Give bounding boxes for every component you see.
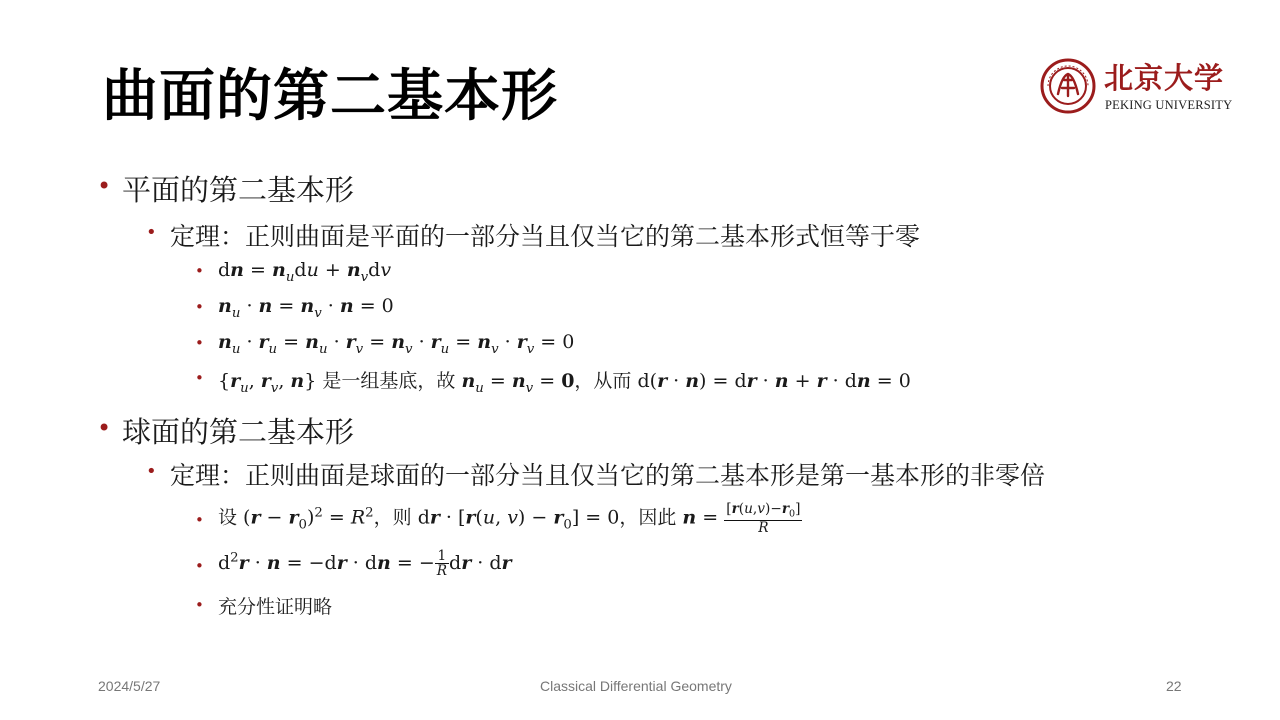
basis-text: 是一组基底，故	[322, 370, 456, 392]
footer-date: 2024/5/27	[98, 678, 161, 694]
bullet-icon: •	[146, 222, 157, 243]
then-text: ，则	[373, 506, 412, 529]
bullet-icon: •	[195, 511, 204, 529]
sufficiency-note: 充分性证明略	[218, 596, 333, 618]
formula-nu-ru: $n_u \cdot r_u = n_u \cdot r_v = n_v \cdot r_u = n_v \cdot r_v = 0$	[218, 331, 575, 357]
slide-title: 曲面的第二基本形	[102, 63, 558, 129]
bullet-icon: •	[195, 369, 204, 387]
formula-nu-n: $n_u \cdot n = n_v \cdot n = 0$	[218, 295, 394, 321]
bullet-icon: •	[195, 262, 204, 280]
theorem-sphere: 定理：正则曲面是球面的一部分当且仅当它的第二基本形是第一基本形的非零倍	[170, 461, 1046, 490]
bullet-icon: •	[97, 172, 112, 200]
therefore-text: ，因此	[619, 506, 677, 529]
formula-basis: {$r_u$, $r_v$, n} 是一组基底，故 $n_u = n_v = 0$，从而 d(r · n) = dr · n + r · dn = 0	[218, 370, 911, 396]
formula-d2r: $d^2r \cdot n = -dr$ · dn = − $\frac{1}{R}$ dr · dr	[218, 548, 512, 580]
formula-sphere-normal: 设 $(r - r_0)^2 = R^2$，则 dr · [r(u, $v) - r_0] = 0$，因此 n = $\frac{[r(u,v)-r_0]}{R}$	[218, 501, 801, 536]
section-heading-sphere: 球面的第二基本形	[122, 415, 355, 449]
formula-dn: dn = $n_udu + n_vdv$	[218, 259, 392, 285]
bullet-icon: •	[195, 334, 204, 352]
fraction: $\frac{[r(u,v)-r_0]}{R}$	[726, 501, 801, 536]
bullet-icon: •	[97, 414, 112, 442]
bullet-icon: •	[195, 557, 204, 575]
bullet-icon: •	[146, 461, 157, 482]
section-heading-plane: 平面的第二基本形	[122, 173, 355, 207]
bullet-icon: •	[195, 596, 204, 614]
let-text: 设	[218, 506, 238, 529]
logo-name-en: PEKING UNIVERSITY	[1105, 98, 1233, 112]
footer-page-number: 22	[1166, 678, 1182, 694]
footer-course: Classical Differential Geometry	[540, 678, 732, 694]
logo-name-cn: 北京大学	[1104, 61, 1225, 95]
hence-text: ，从而	[574, 370, 632, 392]
theorem-plane: 定理：正则曲面是平面的一部分当且仅当它的第二基本形式恒等于零	[170, 222, 921, 251]
fraction: $\frac{1}{R}$	[436, 548, 448, 580]
bullet-icon: •	[195, 298, 204, 316]
